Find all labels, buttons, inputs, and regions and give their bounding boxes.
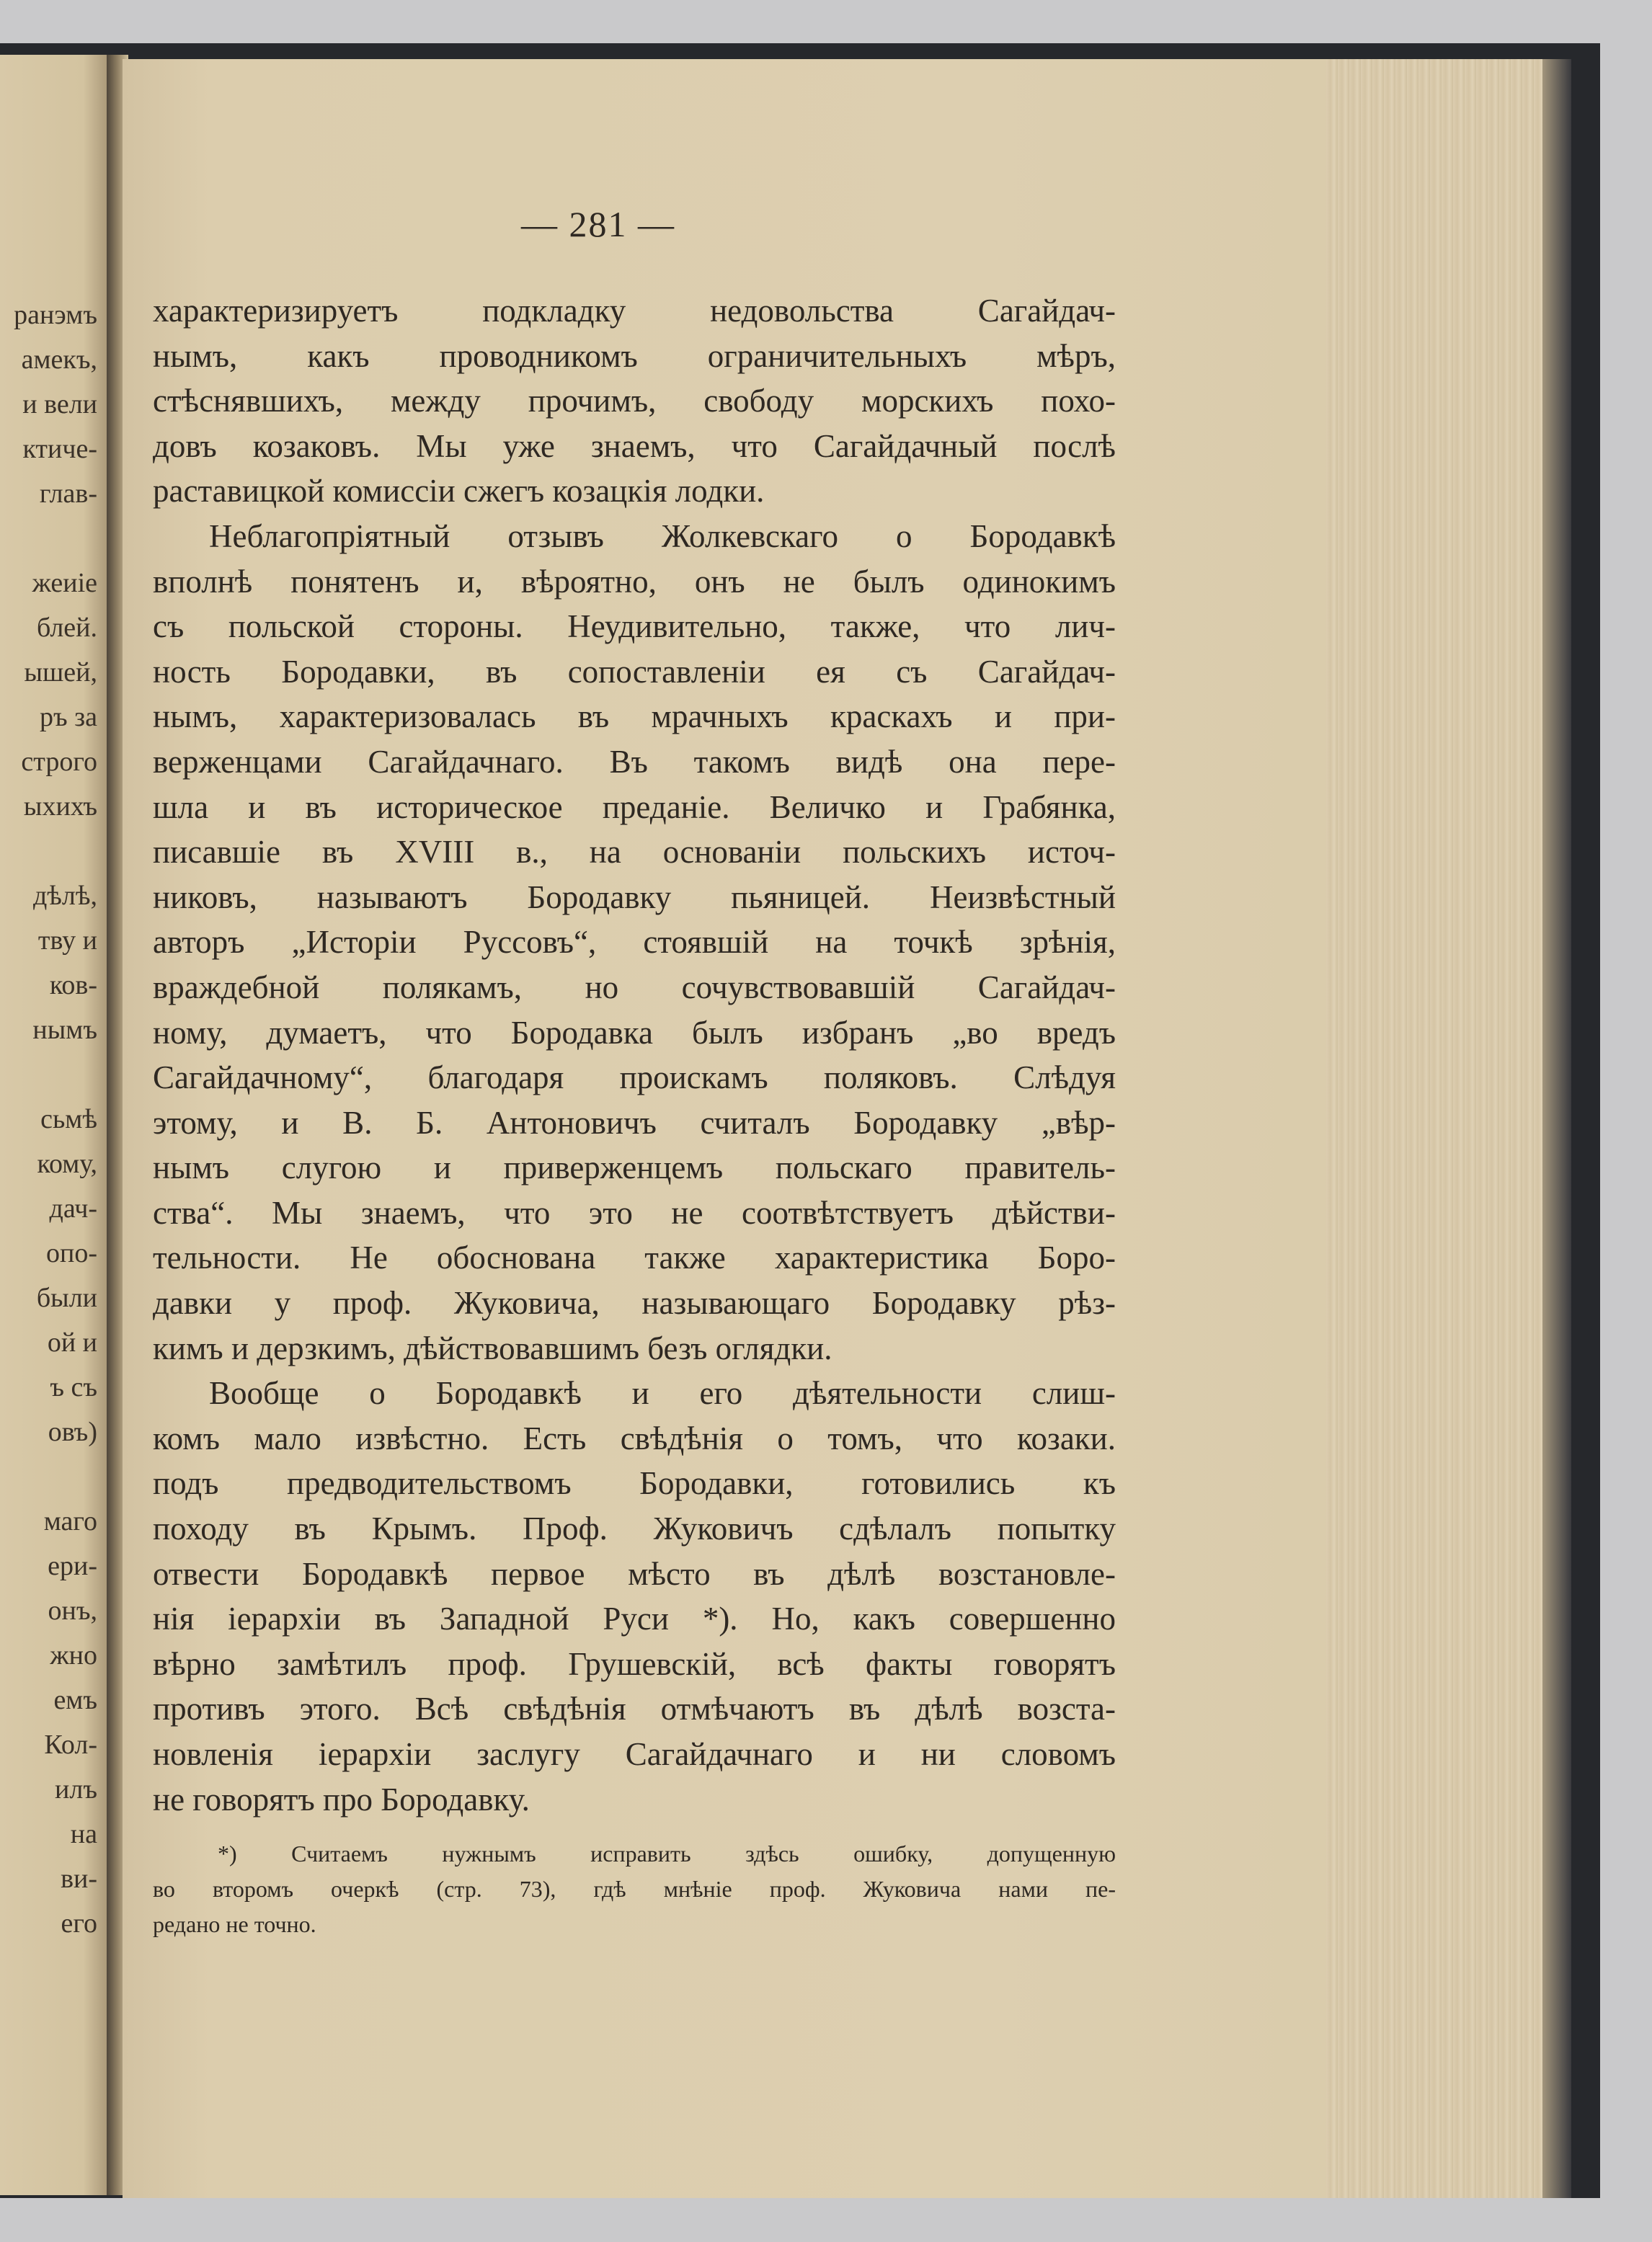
text-line: нымъ слугою и приверженцемъ польскаго правитель- [153, 1149, 1116, 1186]
text-line: нія іерархіи въ Западной Руси *). Но, какъ совершенно [153, 1601, 1116, 1637]
text-line: подъ предводительствомъ Бородавки, готовились къ [153, 1465, 1116, 1502]
text-line: новленія іерархіи заслугу Сагайдачнаго и ни словомъ [153, 1736, 1116, 1772]
left-fragment-line: кому, [37, 1149, 97, 1179]
left-fragment-line: жно [50, 1640, 97, 1671]
left-fragment-line: ранэмъ [14, 300, 97, 330]
left-fragment-line: опо- [46, 1238, 97, 1268]
text-line: отвести Бородавкѣ первое мѣсто въ дѣлѣ возстановле- [153, 1555, 1116, 1592]
left-fragment-line: тву и [37, 925, 97, 956]
footnote [153, 1836, 1116, 1942]
left-fragment-line: нымъ [32, 1015, 97, 1045]
left-fragment-line: на [70, 1819, 97, 1849]
left-fragment-line: сьмѣ [40, 1104, 97, 1134]
left-fragment-line [14, 516, 97, 561]
text-line: авторъ „Исторіи Руссовъ“, стоявшій на точкѣ зрѣнія, [153, 924, 1116, 961]
paragraph [153, 288, 1116, 514]
left-fragment-line: ктиче- [22, 434, 97, 464]
text-line: раставицкой комиссіи сжегъ козацкія лодки. [153, 473, 765, 510]
left-fragment-line: емъ [53, 1685, 97, 1715]
text-line: ность Бородавки, въ сопоставленіи ея съ Сагайдач- [153, 653, 1116, 690]
text-line: характеризируетъ подкладку недовольства Сагайдач- [153, 293, 1116, 329]
text-line: стѣснявшихъ, между прочимъ, свободу морскихъ похо- [153, 383, 1116, 419]
left-fragment-line: ъ съ [50, 1372, 97, 1402]
left-fragment-line: ери- [48, 1551, 97, 1581]
left-fragment-line: ков- [49, 970, 97, 1000]
left-fragment-line [14, 1052, 97, 1097]
left-fragment-line: ръ за [39, 702, 97, 732]
left-fragment-line: дѣлѣ, [32, 881, 97, 911]
text-line: тельности. Не обоснована также характеристика Боро- [153, 1240, 1116, 1276]
left-fragment-line: и вели [22, 389, 97, 419]
text-line: Сагайдачному“, благодаря проискамъ поляковъ. Слѣдуя [153, 1059, 1116, 1096]
text-line: походу въ Крымъ. Проф. Жуковичъ сдѣлалъ попытку [153, 1511, 1116, 1547]
text-line: давки у проф. Жуковича, называющаго Бородавку рѣз- [153, 1285, 1116, 1322]
text-line: нымъ, характеризовалась въ мрачныхъ краскахъ и при- [153, 698, 1116, 735]
text-line: нымъ, какъ проводникомъ ограничительныхъ мѣръ, [153, 337, 1116, 374]
book-edge-shadow [1542, 59, 1571, 2198]
text-line: писавшіе въ XVIII в., на основаніи польскихъ источ- [153, 834, 1116, 871]
footnote-line: во второмъ очеркѣ (стр. 73), гдѣ мнѣніе проф. Жуковича нами пе- [153, 1876, 1116, 1902]
text-line: вполнѣ понятенъ и, вѣроятно, онъ не былъ одинокимъ [153, 563, 1116, 600]
left-fragment-line: онъ, [48, 1596, 97, 1626]
left-fragment-line: жеиіе [32, 568, 97, 598]
left-fragment-line [14, 1454, 97, 1499]
text-line: ства“. Мы знаемъ, что это не соотвѣтствуетъ дѣйстви- [153, 1194, 1116, 1231]
footnote-line: *) Считаемъ нужнымъ исправить здѣсь ошибку, допущенную [218, 1841, 1116, 1867]
left-fragment-line: илъ [55, 1774, 97, 1805]
main-text [153, 288, 1116, 1822]
left-fragment-line: амекъ, [21, 344, 97, 375]
text-line: ному, думаетъ, что Бородавка былъ избранъ „во вредъ [153, 1014, 1116, 1051]
text-line: вѣрно замѣтилъ проф. Грушевскій, всѣ факты говорятъ [153, 1645, 1116, 1682]
left-fragment-line: строго [21, 747, 97, 777]
text-line: верженцами Сагайдачнаго. Въ такомъ видѣ она пере- [153, 743, 1116, 780]
left-fragment-line: ви- [61, 1864, 97, 1894]
left-fragment-line: глав- [39, 479, 97, 509]
page-number: — 281 — [521, 204, 675, 244]
left-fragment-line: были [36, 1283, 97, 1313]
paragraph [153, 1371, 1116, 1822]
left-fragment-line: ышей, [24, 657, 97, 688]
text-line: Неблагопріятный отзывъ Жолкевскаго о Бородавкѣ [209, 517, 1116, 554]
page-edges [1326, 59, 1542, 2198]
left-page [0, 55, 119, 2195]
left-fragment-line: ыхихъ [23, 791, 97, 822]
text-line: шла и въ историческое преданіе. Величко и Грабянка, [153, 788, 1116, 825]
left-fragment-line: ой и [47, 1327, 97, 1358]
text-line: не говорятъ про Бородавку. [153, 1781, 530, 1818]
left-page-text-fragments [14, 293, 97, 1946]
text-line: съ польской стороны. Неудивительно, также, что лич- [153, 608, 1116, 645]
left-fragment-line: его [61, 1908, 97, 1939]
left-fragment-line: блей. [36, 613, 97, 643]
text-line: этому, и В. Б. Антоновичъ считалъ Бородавку „вѣр- [153, 1104, 1116, 1141]
left-fragment-line [14, 829, 97, 873]
paragraph [153, 514, 1116, 1371]
text-line: довъ козаковъ. Мы уже знаемъ, что Сагайдачный послѣ [153, 427, 1116, 464]
text-line: кимъ и дерзкимъ, дѣйствовавшимъ безъ оглядки. [153, 1330, 832, 1366]
text-line: враждебной полякамъ, но сочувствовавшій Сагайдач- [153, 969, 1116, 1005]
left-fragment-line: Кол- [44, 1730, 97, 1760]
text-line: комъ мало извѣстно. Есть свѣдѣнія о томъ, что козаки. [153, 1420, 1116, 1456]
text-line: Вообще о Бородавкѣ и его дѣятельности слиш- [209, 1375, 1116, 1412]
text-line: противъ этого. Всѣ свѣдѣнія отмѣчаютъ въ дѣлѣ возста- [153, 1691, 1116, 1727]
footnote-line: редано не точно. [153, 1911, 316, 1937]
text-line: никовъ, называютъ Бородавку пьяницей. Неизвѣстный [153, 878, 1116, 915]
left-fragment-line: овъ) [48, 1417, 97, 1447]
left-fragment-line: дач- [49, 1193, 97, 1224]
left-fragment-line: маго [43, 1506, 97, 1536]
